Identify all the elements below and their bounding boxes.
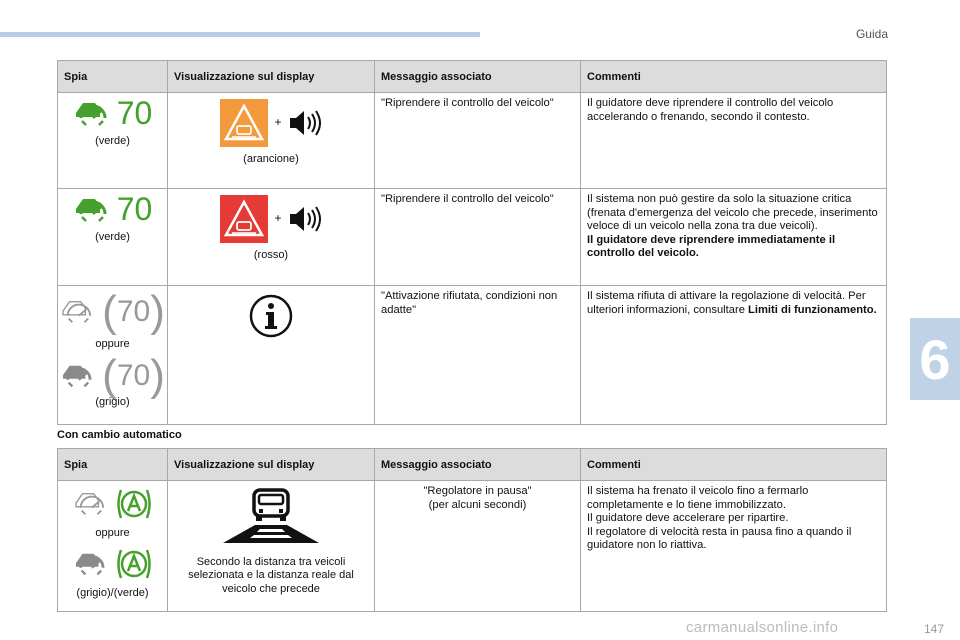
sound-icon [288,205,322,233]
display-caption: Secondo la distanza tra veicoli selezionata e la distanza reale dal veicolo che precede [188,555,354,595]
spia-cell [58,286,168,425]
section-title: Guida [855,27,888,41]
col-display: Visualizzazione sul display [168,61,375,93]
page-number: 147 [923,622,944,636]
or-label: oppure [95,338,130,350]
col-message: Messaggio associato [375,61,581,93]
display-cell [168,93,375,189]
table-row [58,286,887,425]
message-cell: "Regolatore in pausa" (per alcuni secondi) [375,481,581,612]
col-spia: Spia [58,449,168,481]
spia-caption: (grigio)/(verde) [76,586,149,599]
plus-sign: + [274,115,282,130]
table-row [58,189,887,286]
spia-cell [58,189,168,286]
message-cell: "Riprendere il controllo del veicolo" [375,93,581,189]
message-cell: "Riprendere il controllo del veicolo" [375,189,581,286]
col-comments: Commenti [581,449,887,481]
display-caption: (rosso) [253,249,289,261]
following-vehicle-icon [221,487,321,545]
speed-value: 70 [116,95,153,132]
automatic-gearbox-table [57,448,887,612]
sound-icon [288,109,322,137]
cruise-speedometer-icon [73,195,109,225]
display-cell [168,189,375,286]
spia-cell [58,93,168,189]
watermark: carmanualsonline.info [686,619,839,636]
spia-cell [58,481,168,612]
comment-cell [581,286,887,425]
table-header [58,61,887,93]
display-cell [168,481,375,612]
col-display: Visualizzazione sul display [168,449,375,481]
cruise-speedometer-icon [73,99,109,129]
red-warning-icon [220,195,268,243]
cruise-speedometer-icon [60,362,94,390]
chapter-tab: 6 [910,318,960,400]
table-row [58,481,887,612]
spia-caption: (grigio) [95,395,130,408]
comment-cell [581,189,887,286]
message-cell: "Attivazione rifiutata, condizioni non adatte" [375,286,581,425]
speed-value: 70 [116,358,151,392]
display-caption: (arancione) [243,153,299,165]
comment-cell: Il guidatore deve riprendere il controllo del veicolo accelerando o frenando, secondo il contesto. [581,93,887,189]
auto-hold-green-icon [115,487,153,521]
table-header [58,449,887,481]
display-cell [168,286,375,425]
speed-limit-icon: ( 70 ) [102,287,165,336]
col-comments: Commenti [581,61,887,93]
cruise-speedometer-icon [73,550,107,578]
speed-limit-icon: ( 70 ) [102,350,165,400]
warnings-table [57,60,887,425]
col-message: Messaggio associato [375,449,581,481]
table-row [58,93,887,189]
comment-text: Il sistema non può gestire da solo la situazione critica (frenata d'emergenza del veicolo che precede, inserimento veloce di un veicolo nella zona tra due veicoli). [587,193,878,233]
subheading: Con cambio automatico [57,429,182,441]
plus-sign: + [274,211,282,226]
speed-value: 70 [116,191,153,228]
comment-link: Limiti di funzionamento. [748,303,877,316]
orange-warning-icon [220,99,268,147]
spia-caption: (verde) [95,135,130,147]
spia-caption: (verde) [95,231,130,243]
cruise-speedometer-outline-icon [73,490,107,518]
top-accent-bar [0,32,480,37]
comment-bold: Il guidatore deve riprendere immediatamente il controllo del veicolo. [587,233,836,260]
cruise-speedometer-outline-icon [60,298,94,326]
info-icon [249,294,293,338]
speed-value: 70 [116,295,151,329]
or-label: oppure [95,527,130,539]
auto-hold-green-icon [115,547,153,581]
comment-text: Il sistema rifiuta di attivare la regolazione di velocità. Per ulteriori informazioni, consultare [587,290,866,316]
col-spia: Spia [58,61,168,93]
comment-cell: Il sistema ha frenato il veicolo fino a fermarlo completamente e lo tiene immobilizzato. Il guidatore deve accelerare per ripartire. Il regolatore di velocità resta in pausa fino a quando il guidatore non lo riattiva. [581,481,887,612]
